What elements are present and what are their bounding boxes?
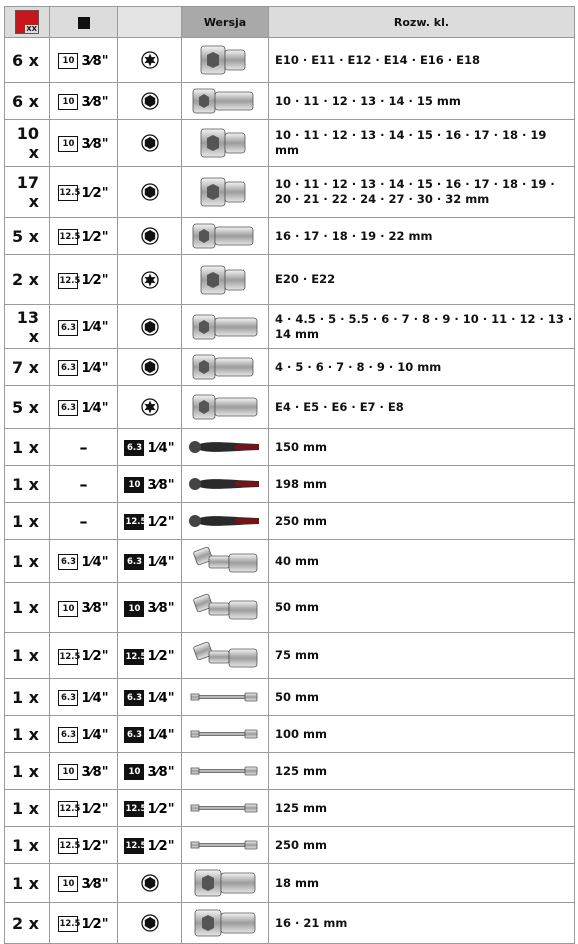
drive-size-box: 10: [58, 136, 78, 152]
table-row: [5, 864, 575, 903]
header-size: Rozw. kl.: [269, 7, 575, 38]
torx-profile-icon: [141, 51, 159, 69]
profile-cell: [118, 679, 182, 716]
quantity-cell: 1 x: [5, 679, 50, 716]
table-row: [5, 386, 575, 429]
drive-fraction: 1⁄4": [81, 400, 109, 416]
table-row: [5, 255, 575, 305]
tool-drive-box: 12.5: [124, 514, 144, 530]
quantity-cell: 2 x: [5, 903, 50, 944]
spark-image: [185, 905, 265, 941]
profile-cell: [118, 386, 182, 429]
quantity-cell: 5 x: [5, 218, 50, 255]
tool-drive-fraction: 1⁄4": [147, 727, 175, 743]
version-image-cell: [182, 218, 269, 255]
tool-drive-box: 6.3: [124, 690, 144, 706]
table-row: [5, 305, 575, 349]
drive-size-box: 12.5: [58, 838, 78, 854]
socket-long-image: [185, 309, 265, 345]
size-range-cell: 4 · 5 · 6 · 7 · 8 · 9 · 10 mm: [269, 349, 575, 386]
tool-drive-fraction: 3⁄8": [147, 764, 175, 780]
drive-size-box: 6.3: [58, 727, 78, 743]
tool-drive-box: 6.3: [124, 554, 144, 570]
torx-profile-icon: [141, 271, 159, 289]
table-row: [5, 679, 575, 716]
brand-logo-icon: [15, 10, 39, 34]
product-table-sheet: [4, 6, 574, 944]
size-range-cell: 125 mm: [269, 753, 575, 790]
ratchet-image: [185, 503, 265, 539]
drive-fraction: 1⁄2": [81, 838, 109, 854]
version-image-cell: [182, 83, 269, 120]
drive-fraction: 3⁄8": [81, 136, 109, 152]
tool-drive-fraction: 1⁄2": [147, 649, 175, 664]
drive-size-cell: [50, 83, 118, 120]
profile-cell: [118, 429, 182, 466]
drive-size-box: 10: [58, 764, 78, 780]
socket-deep-image: [185, 83, 265, 119]
drive-size-cell: [50, 540, 118, 583]
drive-size-cell: [50, 679, 118, 716]
drive-size-cell: [50, 903, 118, 944]
version-image-cell: [182, 349, 269, 386]
quantity-cell: 7 x: [5, 349, 50, 386]
version-image-cell: [182, 503, 269, 540]
quantity-cell: 1 x: [5, 633, 50, 679]
drive-fraction: 3⁄8": [81, 53, 109, 69]
drive-size-box: 6.3: [58, 554, 78, 570]
quantity-cell: 1 x: [5, 503, 50, 540]
drive-size-cell: [50, 305, 118, 349]
profile-cell: [118, 83, 182, 120]
drive-size-cell: [50, 716, 118, 753]
header-qty-cell: [5, 7, 50, 38]
drive-size-cell: –: [50, 466, 118, 503]
tool-drive-box: 12.5: [124, 838, 144, 854]
drive-size-box: 10: [58, 601, 78, 617]
drive-size-box: 12.5: [58, 229, 78, 245]
size-range-cell: 75 mm: [269, 633, 575, 679]
torx-profile-icon: [141, 398, 159, 416]
profile-cell: [118, 790, 182, 827]
size-range-cell: 250 mm: [269, 503, 575, 540]
drive-size-box: 6.3: [58, 320, 78, 336]
table-row: [5, 120, 575, 167]
hex-profile-icon: [141, 358, 159, 376]
drive-size-box: 12.5: [58, 273, 78, 289]
drive-size-cell: [50, 38, 118, 83]
hex-profile-icon: [141, 134, 159, 152]
profile-cell: [118, 466, 182, 503]
drive-size-box: 12.5: [58, 185, 78, 201]
hex-profile-icon: [141, 318, 159, 336]
drive-fraction: 1⁄2": [81, 916, 109, 932]
drive-size-cell: [50, 790, 118, 827]
quantity-cell: 10 x: [5, 120, 50, 167]
profile-cell: [118, 540, 182, 583]
socket-short-image: [185, 125, 265, 161]
version-image-cell: [182, 120, 269, 167]
drive-fraction: 1⁄2": [81, 273, 109, 288]
drive-size-box: 6.3: [58, 400, 78, 416]
tool-drive-box: 10: [124, 477, 144, 493]
version-image-cell: [182, 583, 269, 633]
socket-deep-image: [185, 218, 265, 254]
table-row: [5, 38, 575, 83]
profile-cell: [118, 255, 182, 305]
extension-image: [185, 716, 265, 752]
drive-size-cell: –: [50, 429, 118, 466]
table-body: [5, 38, 575, 944]
size-range-cell: E4 · E5 · E6 · E7 · E8: [269, 386, 575, 429]
version-image-cell: [182, 633, 269, 679]
drive-size-cell: [50, 827, 118, 864]
version-image-cell: [182, 790, 269, 827]
size-range-cell: 40 mm: [269, 540, 575, 583]
table-row: [5, 429, 575, 466]
version-image-cell: [182, 255, 269, 305]
socket-short-image: [185, 174, 265, 210]
header-drive-cell: [50, 7, 118, 38]
quantity-cell: 1 x: [5, 790, 50, 827]
header-type-cell: [118, 7, 182, 38]
hex-profile-icon: [141, 914, 159, 932]
drive-fraction: 1⁄4": [81, 690, 109, 706]
size-range-cell: 16 · 17 · 18 · 19 · 22 mm: [269, 218, 575, 255]
table-row: [5, 790, 575, 827]
drive-fraction: 1⁄2": [81, 649, 109, 664]
quantity-cell: 17 x: [5, 167, 50, 218]
extension-image: [185, 753, 265, 789]
profile-cell: [118, 38, 182, 83]
drive-fraction: 3⁄8": [81, 601, 109, 616]
size-range-cell: 100 mm: [269, 716, 575, 753]
profile-cell: [118, 349, 182, 386]
size-range-cell: 10 · 11 · 12 · 13 · 14 · 15 · 16 · 17 · 18 · 19 · 20 · 21 · 22 · 24 · 27 · 30 · 32 mm: [269, 167, 575, 218]
drive-fraction: 1⁄2": [81, 229, 109, 245]
size-range-cell: E20 · E22: [269, 255, 575, 305]
quantity-cell: 1 x: [5, 540, 50, 583]
ujoint-image: [185, 638, 265, 674]
extension-image: [185, 827, 265, 863]
version-image-cell: [182, 466, 269, 503]
quantity-cell: 2 x: [5, 255, 50, 305]
quantity-cell: 1 x: [5, 716, 50, 753]
quantity-cell: 1 x: [5, 583, 50, 633]
profile-cell: [118, 633, 182, 679]
profile-cell: [118, 864, 182, 903]
tool-drive-box: 12.5: [124, 801, 144, 817]
hex-profile-icon: [141, 183, 159, 201]
drive-size-cell: [50, 167, 118, 218]
drive-fraction: 3⁄8": [81, 764, 109, 780]
quantity-cell: 1 x: [5, 466, 50, 503]
tool-drive-fraction: 1⁄4": [147, 440, 175, 456]
size-range-cell: 18 mm: [269, 864, 575, 903]
profile-cell: [118, 120, 182, 167]
tool-drive-box: 6.3: [124, 727, 144, 743]
square-drive-icon: [78, 17, 90, 29]
size-range-cell: E10 · E11 · E12 · E14 · E16 · E18: [269, 38, 575, 83]
tool-drive-fraction: 3⁄8": [147, 601, 175, 616]
quantity-cell: 6 x: [5, 83, 50, 120]
logo-text: XX: [26, 25, 37, 33]
tool-drive-box: 10: [124, 764, 144, 780]
drive-size-box: 6.3: [58, 360, 78, 376]
version-image-cell: [182, 827, 269, 864]
tool-drive-box: 12.5: [124, 649, 144, 665]
table-row: [5, 716, 575, 753]
table-row: [5, 753, 575, 790]
tool-drive-fraction: 1⁄2": [147, 514, 175, 530]
profile-cell: [118, 903, 182, 944]
drive-size-box: 10: [58, 53, 78, 69]
tool-drive-box: 10: [124, 601, 144, 617]
version-image-cell: [182, 540, 269, 583]
drive-size-box: 10: [58, 876, 78, 892]
socket-long-image: [185, 389, 265, 425]
version-image-cell: [182, 305, 269, 349]
header-version: Wersja: [182, 7, 269, 38]
table-row: [5, 83, 575, 120]
drive-size-box: 12.5: [58, 916, 78, 932]
version-image-cell: [182, 716, 269, 753]
table-row: [5, 349, 575, 386]
size-range-cell: 125 mm: [269, 790, 575, 827]
profile-cell: [118, 503, 182, 540]
hex-profile-icon: [141, 227, 159, 245]
table-row: [5, 503, 575, 540]
version-image-cell: [182, 386, 269, 429]
ujoint-image: [185, 543, 265, 579]
drive-size-box: 10: [58, 94, 78, 110]
quantity-cell: 1 x: [5, 864, 50, 903]
table-row: [5, 583, 575, 633]
size-range-cell: 10 · 11 · 12 · 13 · 14 · 15 · 16 · 17 · 18 · 19 mm: [269, 120, 575, 167]
table-row: [5, 903, 575, 944]
tool-drive-fraction: 1⁄2": [147, 838, 175, 854]
extension-image: [185, 679, 265, 715]
drive-size-cell: [50, 218, 118, 255]
header-row: [5, 7, 575, 38]
size-range-cell: 4 · 4.5 · 5 · 5.5 · 6 · 7 · 8 · 9 · 10 · 11 · 12 · 13 · 14 mm: [269, 305, 575, 349]
profile-cell: [118, 218, 182, 255]
profile-cell: [118, 167, 182, 218]
version-image-cell: [182, 679, 269, 716]
drive-size-cell: [50, 120, 118, 167]
size-range-cell: 10 · 11 · 12 · 13 · 14 · 15 mm: [269, 83, 575, 120]
drive-fraction: 1⁄4": [81, 360, 109, 376]
tool-drive-fraction: 3⁄8": [147, 477, 175, 493]
quantity-cell: 13 x: [5, 305, 50, 349]
tool-drive-fraction: 1⁄2": [147, 801, 175, 817]
drive-fraction: 1⁄2": [81, 801, 109, 817]
spark-image: [185, 865, 265, 901]
quantity-cell: 1 x: [5, 827, 50, 864]
socket-short-image: [185, 42, 265, 78]
drive-fraction: 1⁄4": [81, 554, 109, 570]
drive-size-cell: –: [50, 503, 118, 540]
version-image-cell: [182, 753, 269, 790]
drive-size-box: 12.5: [58, 649, 78, 665]
size-range-cell: 16 · 21 mm: [269, 903, 575, 944]
size-range-cell: 50 mm: [269, 679, 575, 716]
drive-fraction: 3⁄8": [81, 876, 109, 892]
size-range-cell: 198 mm: [269, 466, 575, 503]
ratchet-image: [185, 466, 265, 502]
drive-size-cell: [50, 349, 118, 386]
version-image-cell: [182, 38, 269, 83]
table-row: [5, 540, 575, 583]
tool-drive-box: 6.3: [124, 440, 144, 456]
ratchet-image: [185, 429, 265, 465]
socket-deep-image: [185, 349, 265, 385]
hex-profile-icon: [141, 92, 159, 110]
quantity-cell: 1 x: [5, 753, 50, 790]
socket-short-image: [185, 262, 265, 298]
extension-image: [185, 790, 265, 826]
tool-drive-fraction: 1⁄4": [147, 690, 175, 706]
profile-cell: [118, 753, 182, 790]
drive-fraction: 1⁄2": [81, 185, 109, 201]
drive-fraction: 1⁄4": [81, 320, 109, 335]
size-range-cell: 50 mm: [269, 583, 575, 633]
drive-size-cell: [50, 864, 118, 903]
drive-fraction: 1⁄4": [81, 727, 109, 743]
drive-size-cell: [50, 753, 118, 790]
profile-cell: [118, 583, 182, 633]
drive-size-cell: [50, 583, 118, 633]
contents-table: [4, 6, 575, 944]
quantity-cell: 5 x: [5, 386, 50, 429]
ujoint-image: [185, 590, 265, 626]
table-row: [5, 167, 575, 218]
table-row: [5, 633, 575, 679]
version-image-cell: [182, 167, 269, 218]
version-image-cell: [182, 429, 269, 466]
profile-cell: [118, 305, 182, 349]
table-row: [5, 466, 575, 503]
profile-cell: [118, 827, 182, 864]
drive-size-cell: [50, 386, 118, 429]
drive-size-box: 12.5: [58, 801, 78, 817]
tool-drive-fraction: 1⁄4": [147, 554, 175, 570]
profile-cell: [118, 716, 182, 753]
drive-size-cell: [50, 255, 118, 305]
drive-size-box: 6.3: [58, 690, 78, 706]
hex-profile-icon: [141, 874, 159, 892]
table-row: [5, 218, 575, 255]
table-row: [5, 827, 575, 864]
version-image-cell: [182, 903, 269, 944]
version-image-cell: [182, 864, 269, 903]
quantity-cell: 1 x: [5, 429, 50, 466]
size-range-cell: 250 mm: [269, 827, 575, 864]
size-range-cell: 150 mm: [269, 429, 575, 466]
drive-fraction: 3⁄8": [81, 94, 109, 110]
quantity-cell: 6 x: [5, 38, 50, 83]
drive-size-cell: [50, 633, 118, 679]
